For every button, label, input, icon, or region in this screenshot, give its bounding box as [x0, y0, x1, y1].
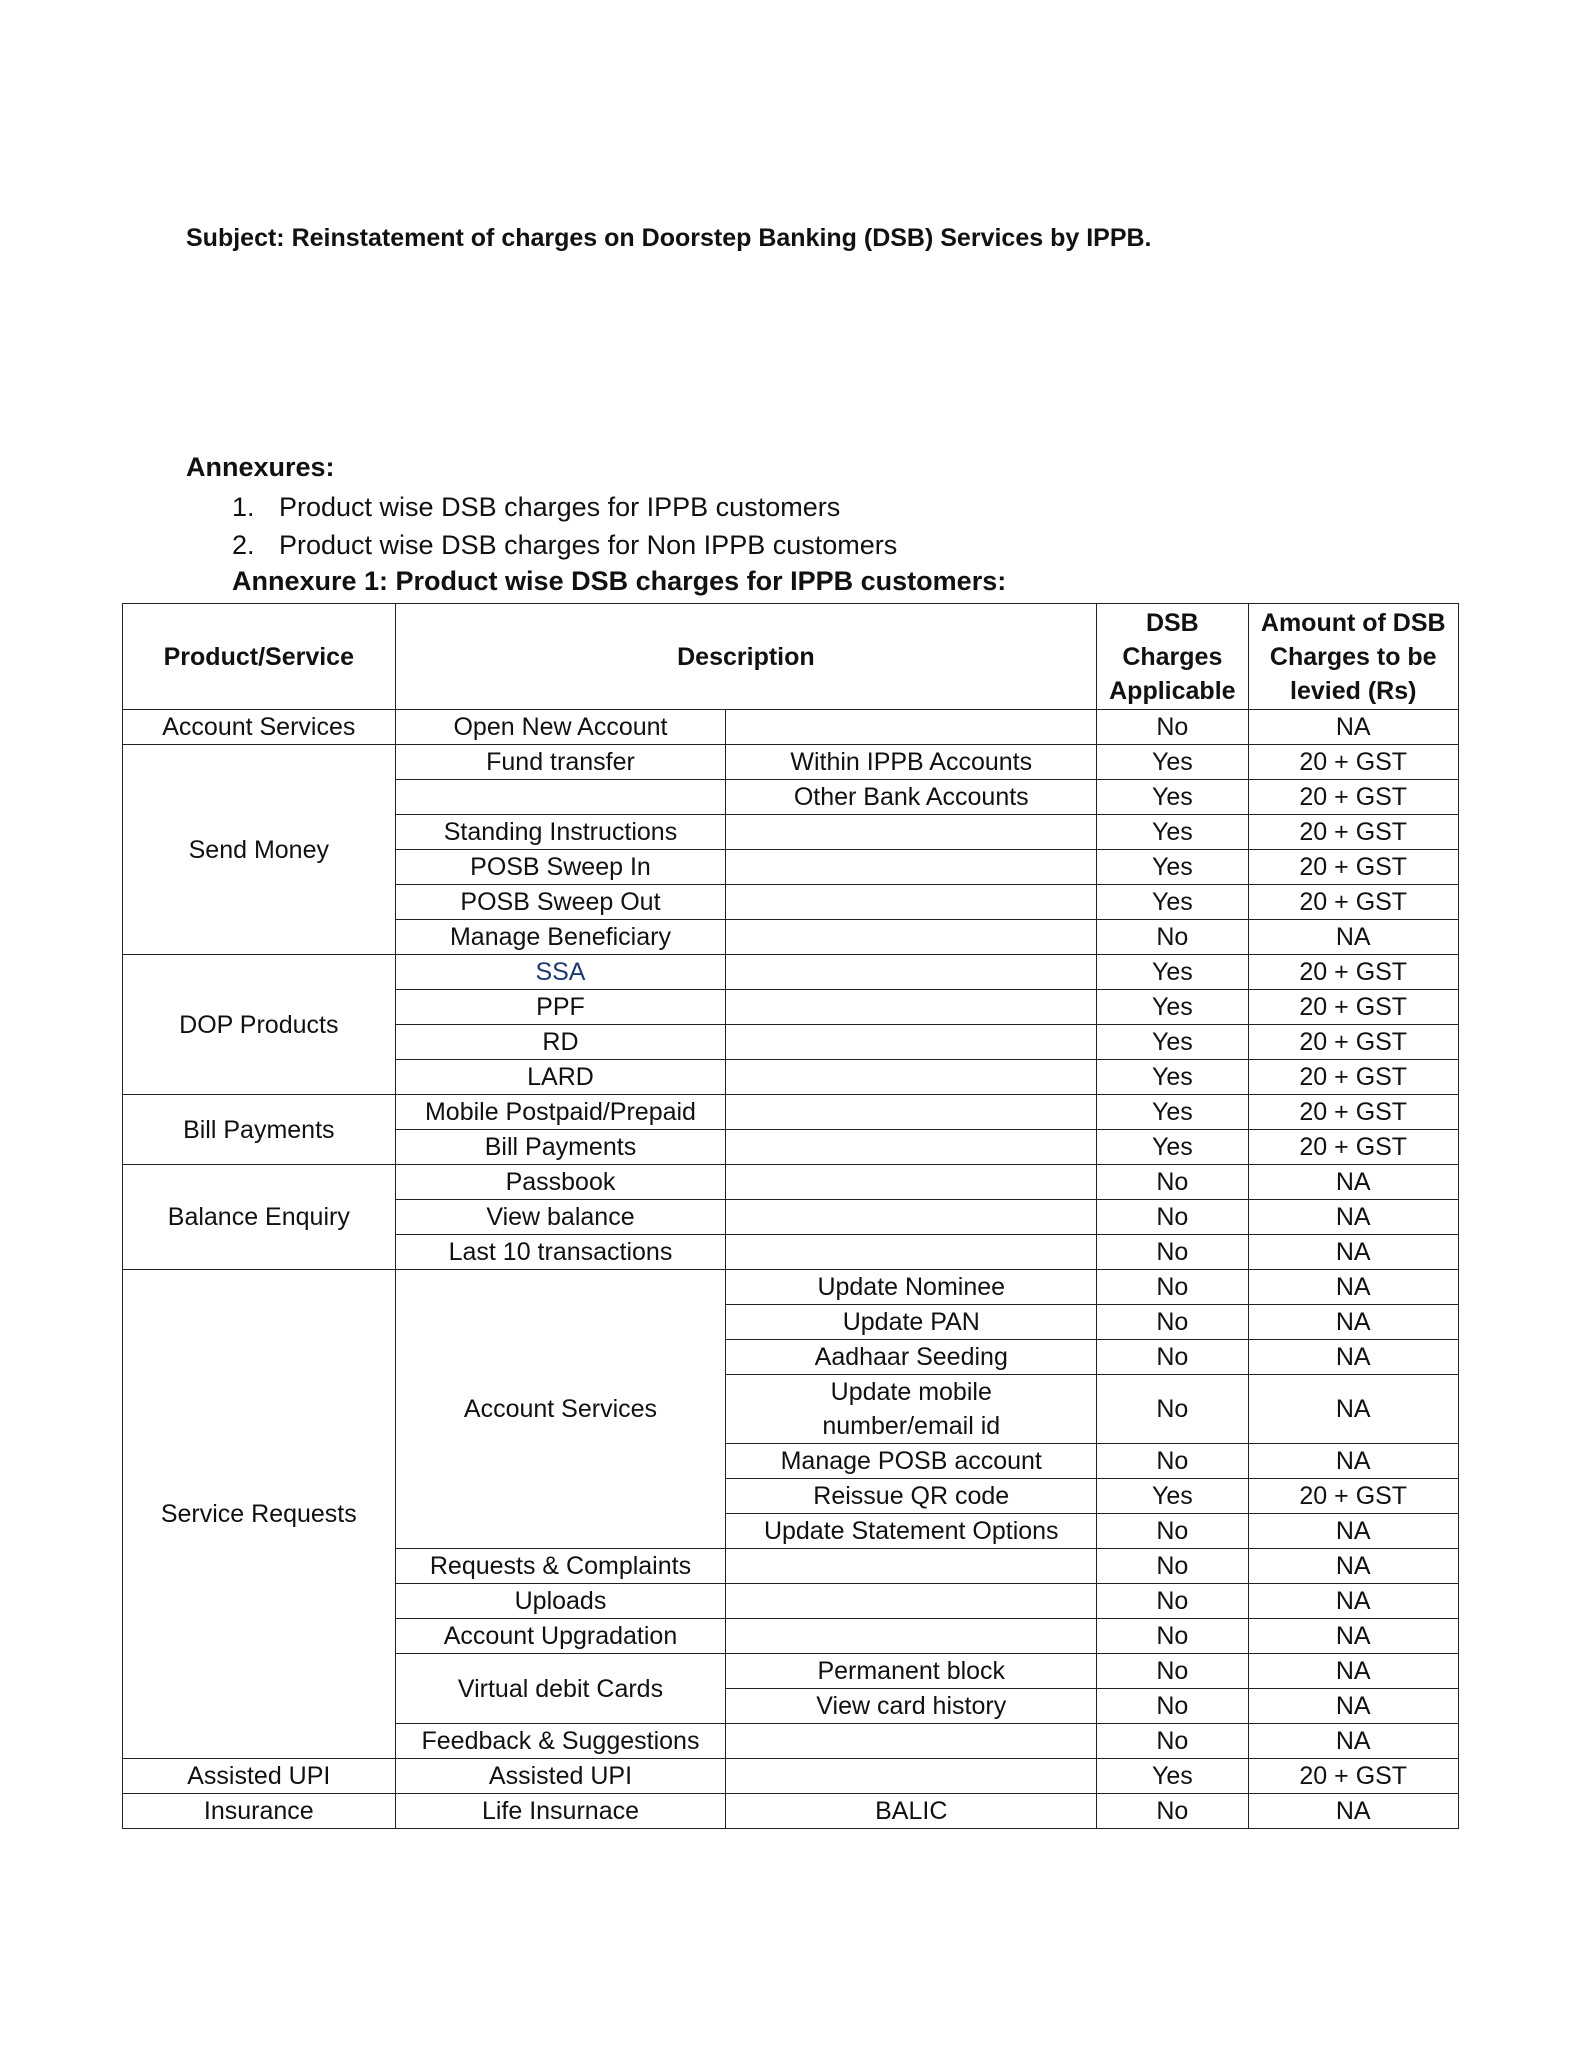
row-amount: NA — [1248, 1654, 1459, 1689]
row-amount: 20 + GST — [1248, 745, 1459, 780]
row-amount: NA — [1248, 1235, 1459, 1270]
row-applicable: No — [1097, 1724, 1248, 1759]
row-sub-description: BALIC — [726, 1794, 1097, 1829]
row-amount: 20 + GST — [1248, 955, 1459, 990]
row-applicable: No — [1097, 1200, 1248, 1235]
row-sub-description — [726, 885, 1097, 920]
row-sub-description — [726, 1200, 1097, 1235]
row-description: POSB Sweep Out — [395, 885, 726, 920]
group-account-services: Account Services — [123, 710, 396, 745]
row-description: RD — [395, 1025, 726, 1060]
row-applicable: No — [1097, 1794, 1248, 1829]
row-amount: 20 + GST — [1248, 990, 1459, 1025]
annexure-item: 2. Product wise DSB charges for Non IPPB customers — [232, 530, 898, 560]
document-subject: Subject: Reinstatement of charges on Doorstep Banking (DSB) Services by IPPB. — [186, 224, 1152, 252]
row-description: SSA — [395, 955, 726, 990]
row-sub-description — [726, 850, 1097, 885]
row-amount: 20 + GST — [1248, 1479, 1459, 1514]
annexure-item-text: Product wise DSB charges for Non IPPB customers — [279, 530, 898, 560]
row-amount: 20 + GST — [1248, 1095, 1459, 1130]
annexure-1-title: Annexure 1: Product wise DSB charges for IPPB customers: — [232, 566, 1007, 596]
row-amount: NA — [1248, 1200, 1459, 1235]
row-sub-description — [726, 990, 1097, 1025]
row-amount: NA — [1248, 1689, 1459, 1724]
group-balance-enquiry: Balance Enquiry — [123, 1165, 396, 1270]
row-sub-description: Aadhaar Seeding — [726, 1340, 1097, 1375]
row-amount: NA — [1248, 1165, 1459, 1200]
row-sub-description — [726, 815, 1097, 850]
group-dop-products: DOP Products — [123, 955, 396, 1095]
row-sub-description — [726, 1095, 1097, 1130]
row-applicable: No — [1097, 1165, 1248, 1200]
row-applicable: No — [1097, 1514, 1248, 1549]
row-sub-description — [726, 1130, 1097, 1165]
header-product-service: Product/Service — [123, 604, 396, 710]
row-applicable: Yes — [1097, 780, 1248, 815]
row-applicable: No — [1097, 1340, 1248, 1375]
row-applicable: No — [1097, 1654, 1248, 1689]
row-sub-description: View card history — [726, 1689, 1097, 1724]
row-applicable: Yes — [1097, 1479, 1248, 1514]
row-applicable: No — [1097, 1619, 1248, 1654]
row-applicable: No — [1097, 1584, 1248, 1619]
row-applicable: Yes — [1097, 815, 1248, 850]
subgroup-account-services: Account Services — [395, 1270, 726, 1549]
table-row — [123, 1759, 1459, 1794]
row-amount: NA — [1248, 1514, 1459, 1549]
annexure-item-text: Product wise DSB charges for IPPB customers — [279, 492, 841, 522]
row-amount: NA — [1248, 1444, 1459, 1479]
row-amount: NA — [1248, 1340, 1459, 1375]
row-applicable: Yes — [1097, 1025, 1248, 1060]
row-amount: 20 + GST — [1248, 815, 1459, 850]
row-description: Assisted UPI — [395, 1759, 726, 1794]
row-applicable: No — [1097, 1689, 1248, 1724]
group-send-money: Send Money — [123, 745, 396, 955]
annexures-heading: Annexures: — [186, 452, 335, 482]
row-amount: NA — [1248, 1549, 1459, 1584]
row-applicable: Yes — [1097, 1130, 1248, 1165]
row-applicable: No — [1097, 1549, 1248, 1584]
row-description: Open New Account — [395, 710, 726, 745]
group-service-requests: Service Requests — [123, 1270, 396, 1759]
row-sub-description — [726, 1235, 1097, 1270]
header-description: Description — [395, 604, 1097, 710]
subgroup-virtual-debit-cards: Virtual debit Cards — [395, 1654, 726, 1724]
header-amount: Amount of DSB Charges to be levied (Rs) — [1248, 604, 1459, 710]
row-description: Standing Instructions — [395, 815, 726, 850]
row-description: Requests & Complaints — [395, 1549, 726, 1584]
row-description: Life Insurnace — [395, 1794, 726, 1829]
row-sub-description — [726, 710, 1097, 745]
row-amount: 20 + GST — [1248, 885, 1459, 920]
row-amount: 20 + GST — [1248, 850, 1459, 885]
annexure-item: 1. Product wise DSB charges for IPPB customers — [232, 492, 841, 522]
row-applicable: No — [1097, 710, 1248, 745]
row-sub-description — [726, 1060, 1097, 1095]
row-sub-description: Update Nominee — [726, 1270, 1097, 1305]
row-description: Feedback & Suggestions — [395, 1724, 726, 1759]
row-description: Bill Payments — [395, 1130, 726, 1165]
row-applicable: No — [1097, 1235, 1248, 1270]
table-row — [123, 1794, 1459, 1829]
row-description: Mobile Postpaid/Prepaid — [395, 1095, 726, 1130]
group-assisted-upi: Assisted UPI — [123, 1759, 396, 1794]
row-description: PPF — [395, 990, 726, 1025]
table-row — [123, 1165, 1459, 1200]
row-sub-description — [726, 1165, 1097, 1200]
row-description: Manage Beneficiary — [395, 920, 726, 955]
row-applicable: Yes — [1097, 990, 1248, 1025]
row-sub-description — [726, 1584, 1097, 1619]
row-amount: 20 + GST — [1248, 1130, 1459, 1165]
row-description: Last 10 transactions — [395, 1235, 726, 1270]
row-description: Fund transfer — [395, 745, 726, 780]
row-amount: 20 + GST — [1248, 1025, 1459, 1060]
row-amount: NA — [1248, 1375, 1459, 1444]
row-sub-description: Manage POSB account — [726, 1444, 1097, 1479]
row-applicable: Yes — [1097, 850, 1248, 885]
row-applicable: No — [1097, 1270, 1248, 1305]
table-row — [123, 1270, 1459, 1305]
row-amount: 20 + GST — [1248, 780, 1459, 815]
row-amount: NA — [1248, 1794, 1459, 1829]
table-row — [123, 1095, 1459, 1130]
row-amount: 20 + GST — [1248, 1759, 1459, 1794]
row-amount: 20 + GST — [1248, 1060, 1459, 1095]
row-amount: NA — [1248, 1584, 1459, 1619]
row-applicable: No — [1097, 1375, 1248, 1444]
row-applicable: Yes — [1097, 1095, 1248, 1130]
header-dsb-charges-applicable: DSB Charges Applicable — [1097, 604, 1248, 710]
row-amount: NA — [1248, 1270, 1459, 1305]
group-insurance: Insurance — [123, 1794, 396, 1829]
row-sub-description — [726, 955, 1097, 990]
row-description: Passbook — [395, 1165, 726, 1200]
row-description: Uploads — [395, 1584, 726, 1619]
row-description: LARD — [395, 1060, 726, 1095]
row-sub-description — [726, 920, 1097, 955]
row-sub-description: Other Bank Accounts — [726, 780, 1097, 815]
row-applicable: Yes — [1097, 745, 1248, 780]
row-sub-description: Within IPPB Accounts — [726, 745, 1097, 780]
row-description: Account Upgradation — [395, 1619, 726, 1654]
row-sub-description — [726, 1619, 1097, 1654]
row-amount: NA — [1248, 1724, 1459, 1759]
table-header-row — [123, 604, 1459, 710]
table-row — [123, 710, 1459, 745]
row-sub-description — [726, 1025, 1097, 1060]
row-description — [395, 780, 726, 815]
row-applicable: Yes — [1097, 955, 1248, 990]
row-sub-description: Update Statement Options — [726, 1514, 1097, 1549]
row-amount: NA — [1248, 1619, 1459, 1654]
row-sub-description — [726, 1759, 1097, 1794]
row-applicable: Yes — [1097, 1060, 1248, 1095]
row-sub-description: Update mobile number/email id — [726, 1375, 1097, 1444]
group-bill-payments: Bill Payments — [123, 1095, 396, 1165]
row-applicable: No — [1097, 1444, 1248, 1479]
table-row — [123, 745, 1459, 780]
row-sub-description: Permanent block — [726, 1654, 1097, 1689]
row-sub-description — [726, 1549, 1097, 1584]
table-row — [123, 955, 1459, 990]
row-description: POSB Sweep In — [395, 850, 726, 885]
row-sub-description: Reissue QR code — [726, 1479, 1097, 1514]
row-amount: NA — [1248, 710, 1459, 745]
row-applicable: No — [1097, 920, 1248, 955]
row-sub-description: Update PAN — [726, 1305, 1097, 1340]
annexures-list — [232, 488, 897, 564]
row-amount: NA — [1248, 1305, 1459, 1340]
row-amount: NA — [1248, 920, 1459, 955]
row-applicable: No — [1097, 1305, 1248, 1340]
row-applicable: Yes — [1097, 885, 1248, 920]
row-description: View balance — [395, 1200, 726, 1235]
row-applicable: Yes — [1097, 1759, 1248, 1794]
row-sub-description — [726, 1724, 1097, 1759]
dsb-charges-table — [122, 603, 1459, 1829]
